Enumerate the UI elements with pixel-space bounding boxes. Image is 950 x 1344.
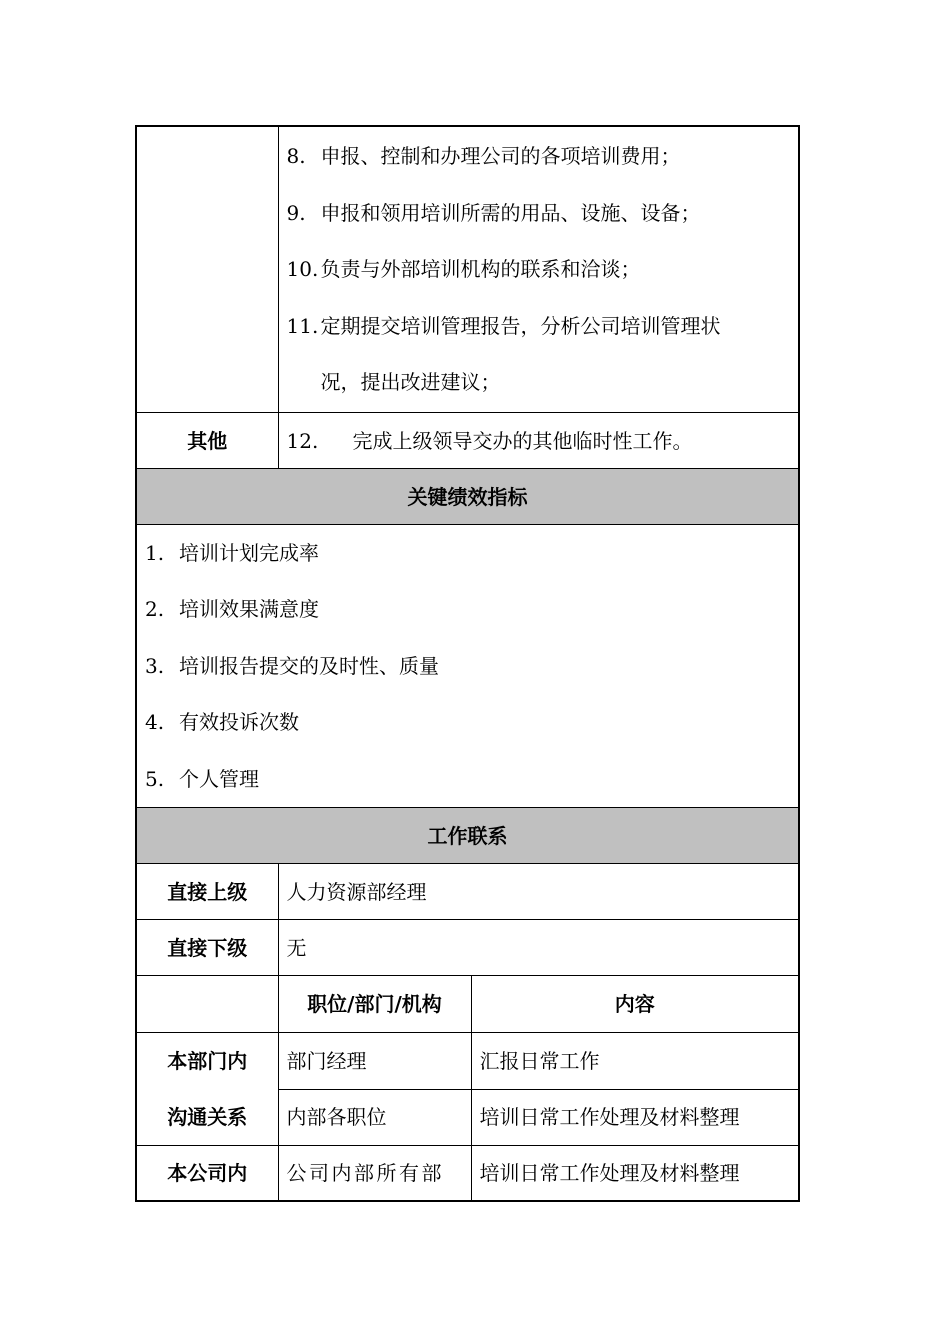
duties-label-cell (136, 126, 278, 413)
kpi-item (145, 751, 790, 807)
dept-position-cell: 部门经理 (278, 1033, 471, 1090)
duty-number: 8. (286, 144, 306, 169)
kpi-list-cell (136, 525, 799, 808)
kpi-header: 关键绩效指标 (136, 469, 799, 525)
kpi-item (145, 581, 790, 637)
kpi-text: 有效投诉次数 (179, 710, 299, 735)
relations-header-row (136, 808, 799, 864)
superior-row (136, 864, 799, 920)
company-position-cell: 公司内部所有部 (278, 1146, 471, 1202)
dept-label-line-2: 沟通关系 (167, 1105, 248, 1129)
duty-number: 10. (286, 257, 319, 282)
kpi-header-row (136, 469, 799, 525)
dept-content-cell: 培训日常工作处理及材料整理 (471, 1089, 799, 1146)
superior-label: 直接上级 (136, 864, 278, 920)
kpi-text: 个人管理 (179, 766, 259, 791)
kpi-number: 4. (145, 710, 165, 735)
duty-number: 11. (286, 313, 319, 338)
other-label: 其他 (136, 413, 278, 469)
kpi-number: 2. (145, 597, 165, 622)
duty-item-8 (287, 128, 791, 185)
kpi-text: 培训计划完成率 (179, 541, 319, 566)
subordinate-label: 直接下级 (136, 920, 278, 976)
kpi-item (145, 525, 790, 581)
duty-text: 定期提交培训管理报告，分析公司培训管理状 (320, 313, 721, 338)
job-description-document (135, 125, 798, 1202)
kpi-text: 培训报告提交的及时性、质量 (179, 653, 439, 678)
superior-value: 人力资源部经理 (278, 864, 799, 920)
duty-item-10 (287, 241, 791, 298)
kpi-item (145, 694, 790, 750)
job-description-table (135, 125, 800, 1202)
duty-item-9 (287, 185, 791, 242)
duty-number: 9. (286, 200, 306, 225)
company-row (136, 1146, 799, 1202)
relations-header: 工作联系 (136, 808, 799, 864)
other-row (136, 413, 799, 469)
company-content-cell: 培训日常工作处理及材料整理 (471, 1146, 799, 1202)
duty-text: 申报、控制和办理公司的各项培训费用； (320, 144, 681, 169)
kpi-text: 培训效果满意度 (179, 597, 319, 622)
position-column-header: 职位/部门/机构 (278, 976, 471, 1033)
content-column-header: 内容 (471, 976, 799, 1033)
duty-text: 申报和领用培训所需的用品、设施、设备； (320, 200, 701, 225)
duty-text: 负责与外部培训机构的联系和洽谈； (320, 257, 641, 282)
other-text: 完成上级领导交办的其他临时性工作。 (352, 428, 693, 453)
kpi-list-row (136, 525, 799, 808)
other-content (278, 413, 799, 469)
duty-item-11-continued (287, 354, 791, 411)
duty-item-11 (287, 298, 791, 355)
kpi-number: 1. (145, 541, 165, 566)
duties-row (136, 126, 799, 413)
duty-text: 况，提出改进建议； (320, 370, 501, 395)
dept-content-cell: 汇报日常工作 (471, 1033, 799, 1090)
other-number: 12. (286, 428, 319, 453)
kpi-item (145, 638, 790, 694)
kpi-number: 5. (145, 766, 165, 791)
kpi-number: 3. (145, 653, 165, 678)
subordinate-value: 无 (278, 920, 799, 976)
dept-label-line-1: 本部门内 (167, 1049, 248, 1073)
empty-header-cell (136, 976, 278, 1033)
relations-column-header-row (136, 976, 799, 1033)
dept-row-1 (136, 1033, 799, 1090)
dept-communication-label (136, 1033, 278, 1146)
subordinate-row (136, 920, 799, 976)
dept-position-cell: 内部各职位 (278, 1089, 471, 1146)
company-label: 本公司内 (136, 1146, 278, 1202)
duties-list-cell (278, 126, 799, 413)
